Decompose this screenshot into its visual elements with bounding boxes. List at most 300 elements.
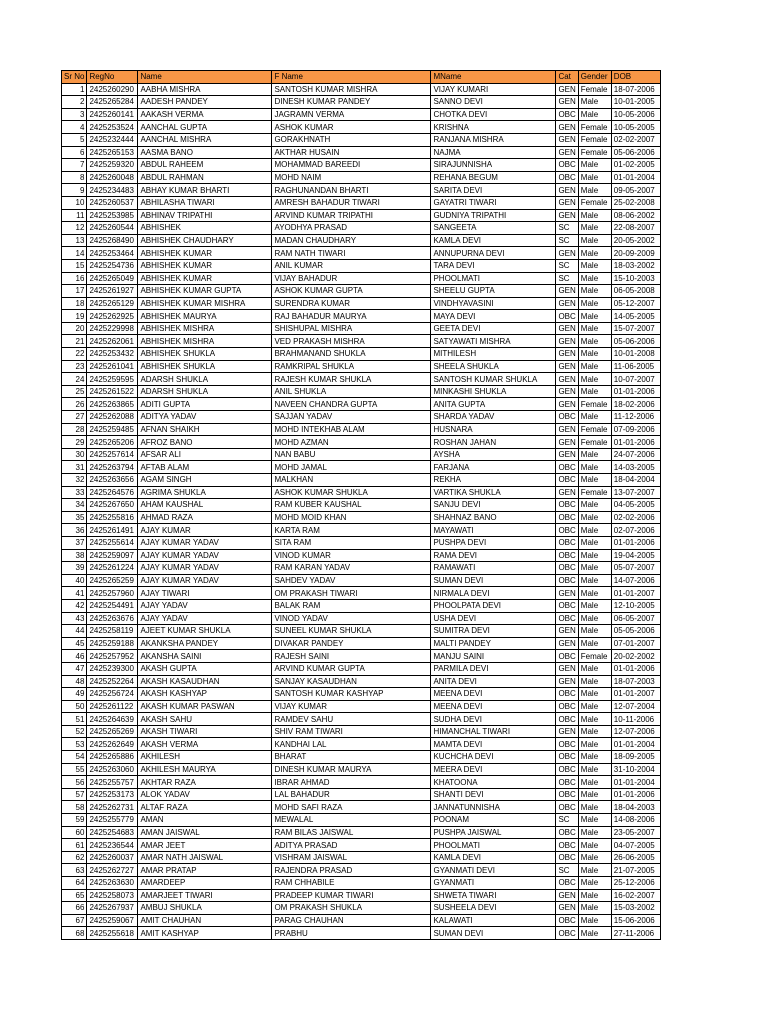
cell-father-name: RAM KUBER KAUSHAL: [272, 499, 431, 512]
table-row: [62, 751, 661, 764]
table-row: [62, 574, 661, 587]
cell-dob: 31-10-2004: [611, 763, 660, 776]
cell-category: OBC: [556, 536, 578, 549]
cell-father-name: AKTHAR HUSAIN: [272, 146, 431, 159]
cell-father-name: VINOD KUMAR: [272, 549, 431, 562]
cell-name: AANCHAL GUPTA: [138, 121, 272, 134]
cell-dob: 10-05-2005: [611, 121, 660, 134]
cell-gender: Male: [578, 385, 611, 398]
cell-father-name: MOHD INTEKHAB ALAM: [272, 423, 431, 436]
cell-regno: 2425260290: [87, 83, 138, 96]
cell-gender: Female: [578, 398, 611, 411]
table-row: [62, 423, 661, 436]
cell-category: GEN: [556, 83, 578, 96]
cell-sr-no: 53: [62, 738, 87, 751]
cell-mother-name: KALAWATI: [431, 914, 556, 927]
cell-father-name: VIJAY BAHADUR: [272, 272, 431, 285]
cell-mother-name: TARA DEVI: [431, 259, 556, 272]
cell-father-name: ANIL KUMAR: [272, 259, 431, 272]
cell-dob: 20-05-2002: [611, 234, 660, 247]
cell-dob: 05-07-2007: [611, 562, 660, 575]
cell-dob: 01-01-2007: [611, 587, 660, 600]
table-row: [62, 348, 661, 361]
cell-sr-no: 2: [62, 96, 87, 109]
cell-regno: 2425261224: [87, 562, 138, 575]
cell-sr-no: 1: [62, 83, 87, 96]
cell-category: SC: [556, 864, 578, 877]
cell-mother-name: ANITA GUPTA: [431, 398, 556, 411]
cell-regno: 2425263656: [87, 474, 138, 487]
cell-mother-name: SUDHA DEVI: [431, 713, 556, 726]
table-row: [62, 902, 661, 915]
cell-sr-no: 7: [62, 159, 87, 172]
cell-gender: Male: [578, 889, 611, 902]
cell-name: AKHILESH MAURYA: [138, 763, 272, 776]
cell-category: GEN: [556, 662, 578, 675]
cell-name: AMIT CHAUHAN: [138, 914, 272, 927]
cell-dob: 21-07-2005: [611, 864, 660, 877]
cell-category: OBC: [556, 612, 578, 625]
cell-name: ABHISHEK KUMAR GUPTA: [138, 285, 272, 298]
cell-regno: 2425257614: [87, 448, 138, 461]
cell-sr-no: 32: [62, 474, 87, 487]
cell-regno: 2425253173: [87, 788, 138, 801]
table-row: [62, 776, 661, 789]
cell-gender: Male: [578, 637, 611, 650]
cell-gender: Male: [578, 738, 611, 751]
cell-sr-no: 21: [62, 335, 87, 348]
cell-name: ABDUL RAHEEM: [138, 159, 272, 172]
cell-mother-name: SANJU DEVI: [431, 499, 556, 512]
cell-father-name: AMRESH BAHADUR TIWARI: [272, 196, 431, 209]
header-row: [62, 71, 661, 84]
cell-gender: Male: [578, 549, 611, 562]
cell-regno: 2425263630: [87, 877, 138, 890]
cell-father-name: VIJAY KUMAR: [272, 700, 431, 713]
cell-gender: Male: [578, 373, 611, 386]
cell-gender: Male: [578, 851, 611, 864]
cell-category: GEN: [556, 587, 578, 600]
table-row: [62, 788, 661, 801]
cell-regno: 2425253464: [87, 247, 138, 260]
cell-father-name: MOHD SAFI RAZA: [272, 801, 431, 814]
cell-father-name: AYODHYA PRASAD: [272, 222, 431, 235]
cell-dob: 08-06-2002: [611, 209, 660, 222]
table-row: [62, 536, 661, 549]
cell-name: AJAY KUMAR YADAV: [138, 536, 272, 549]
cell-regno: 2425255816: [87, 511, 138, 524]
cell-mother-name: SIRAJUNNISHA: [431, 159, 556, 172]
cell-dob: 01-01-2004: [611, 738, 660, 751]
cell-dob: 10-11-2006: [611, 713, 660, 726]
cell-dob: 12-10-2005: [611, 599, 660, 612]
table-row: [62, 108, 661, 121]
cell-mother-name: GYANMATI: [431, 877, 556, 890]
cell-father-name: OM PRAKASH TIWARI: [272, 587, 431, 600]
cell-gender: Female: [578, 121, 611, 134]
cell-mother-name: SATYAWATI MISHRA: [431, 335, 556, 348]
table-row: [62, 738, 661, 751]
cell-regno: 2425255614: [87, 536, 138, 549]
cell-name: ABHISHEK MISHRA: [138, 335, 272, 348]
cell-name: ABDUL RAHMAN: [138, 171, 272, 184]
cell-sr-no: 29: [62, 436, 87, 449]
cell-dob: 01-01-2006: [611, 788, 660, 801]
cell-regno: 2425260141: [87, 108, 138, 121]
cell-father-name: RAM CHHABILE: [272, 877, 431, 890]
cell-category: OBC: [556, 788, 578, 801]
cell-name: ADITYA YADAV: [138, 411, 272, 424]
cell-regno: 2425261927: [87, 285, 138, 298]
cell-name: AAKASH VERMA: [138, 108, 272, 121]
cell-category: OBC: [556, 650, 578, 663]
cell-category: GEN: [556, 297, 578, 310]
cell-mother-name: MAYAWATI: [431, 524, 556, 537]
cell-category: GEN: [556, 448, 578, 461]
cell-gender: Male: [578, 524, 611, 537]
cell-gender: Female: [578, 83, 611, 96]
cell-regno: 2425265886: [87, 751, 138, 764]
cell-category: GEN: [556, 146, 578, 159]
table-row: [62, 209, 661, 222]
cell-dob: 10-01-2005: [611, 96, 660, 109]
cell-category: GEN: [556, 322, 578, 335]
cell-category: GEN: [556, 285, 578, 298]
cell-gender: Male: [578, 348, 611, 361]
cell-regno: 2425262727: [87, 864, 138, 877]
cell-sr-no: 23: [62, 360, 87, 373]
cell-name: ALTAF RAZA: [138, 801, 272, 814]
cell-gender: Male: [578, 700, 611, 713]
cell-sr-no: 30: [62, 448, 87, 461]
cell-category: OBC: [556, 801, 578, 814]
cell-name: AKASH GUPTA: [138, 662, 272, 675]
cell-sr-no: 64: [62, 877, 87, 890]
cell-father-name: ARVIND KUMAR GUPTA: [272, 662, 431, 675]
cell-category: OBC: [556, 751, 578, 764]
cell-regno: 2425236544: [87, 839, 138, 852]
cell-category: GEN: [556, 184, 578, 197]
cell-mother-name: MAMTA DEVI: [431, 738, 556, 751]
cell-dob: 10-05-2006: [611, 108, 660, 121]
cell-gender: Male: [578, 902, 611, 915]
cell-gender: Male: [578, 209, 611, 222]
cell-name: AMAR NATH JAISWAL: [138, 851, 272, 864]
cell-father-name: RAJESH SAINI: [272, 650, 431, 663]
cell-mother-name: SHEELU GUPTA: [431, 285, 556, 298]
table-row: [62, 297, 661, 310]
cell-regno: 2425264639: [87, 713, 138, 726]
cell-father-name: PRADEEP KUMAR TIWARI: [272, 889, 431, 902]
cell-father-name: VED PRAKASH MISHRA: [272, 335, 431, 348]
cell-father-name: ANIL SHUKLA: [272, 385, 431, 398]
cell-gender: Male: [578, 587, 611, 600]
cell-mother-name: ANNUPURNA DEVI: [431, 247, 556, 260]
cell-mother-name: SHAHNAZ BANO: [431, 511, 556, 524]
cell-father-name: IBRAR AHMAD: [272, 776, 431, 789]
cell-gender: Male: [578, 159, 611, 172]
cell-category: GEN: [556, 675, 578, 688]
cell-regno: 2425229998: [87, 322, 138, 335]
cell-gender: Male: [578, 599, 611, 612]
cell-father-name: GORAKHNATH: [272, 133, 431, 146]
cell-regno: 2425260537: [87, 196, 138, 209]
cell-mother-name: PUSHPA DEVI: [431, 536, 556, 549]
cell-mother-name: REKHA: [431, 474, 556, 487]
cell-sr-no: 50: [62, 700, 87, 713]
table-row: [62, 877, 661, 890]
header-name: Name: [138, 71, 272, 84]
cell-sr-no: 26: [62, 398, 87, 411]
cell-name: ABHAY KUMAR BHARTI: [138, 184, 272, 197]
table-row: [62, 625, 661, 638]
cell-sr-no: 60: [62, 826, 87, 839]
cell-mother-name: KAMLA DEVI: [431, 234, 556, 247]
table-row: [62, 612, 661, 625]
cell-father-name: SANTOSH KUMAR KASHYAP: [272, 688, 431, 701]
cell-regno: 2425234483: [87, 184, 138, 197]
cell-name: AJAY YADAV: [138, 599, 272, 612]
cell-regno: 2425259067: [87, 914, 138, 927]
cell-name: AJAY KUMAR YADAV: [138, 574, 272, 587]
table-row: [62, 562, 661, 575]
cell-dob: 18-07-2006: [611, 83, 660, 96]
cell-category: GEN: [556, 385, 578, 398]
cell-regno: 2425263865: [87, 398, 138, 411]
cell-category: OBC: [556, 562, 578, 575]
cell-regno: 2425265259: [87, 574, 138, 587]
cell-gender: Male: [578, 96, 611, 109]
cell-sr-no: 27: [62, 411, 87, 424]
cell-father-name: SUNEEL KUMAR SHUKLA: [272, 625, 431, 638]
cell-mother-name: CHOTKA DEVI: [431, 108, 556, 121]
cell-gender: Male: [578, 927, 611, 940]
cell-mother-name: RANJANA MISHRA: [431, 133, 556, 146]
cell-mother-name: KUCHCHA DEVI: [431, 751, 556, 764]
cell-mother-name: AYSHA: [431, 448, 556, 461]
cell-sr-no: 57: [62, 788, 87, 801]
cell-regno: 2425262925: [87, 310, 138, 323]
cell-name: ADARSH SHUKLA: [138, 373, 272, 386]
cell-name: AHAM KAUSHAL: [138, 499, 272, 512]
cell-dob: 05-06-2006: [611, 335, 660, 348]
cell-sr-no: 44: [62, 625, 87, 638]
cell-father-name: ASHOK KUMAR GUPTA: [272, 285, 431, 298]
cell-name: AFSAR ALI: [138, 448, 272, 461]
cell-name: AJAY KUMAR YADAV: [138, 549, 272, 562]
cell-name: AGAM SINGH: [138, 474, 272, 487]
cell-regno: 2425232444: [87, 133, 138, 146]
cell-regno: 2425265129: [87, 297, 138, 310]
cell-dob: 18-09-2005: [611, 751, 660, 764]
cell-gender: Male: [578, 499, 611, 512]
header-gender: Gender: [578, 71, 611, 84]
table-row: [62, 662, 661, 675]
cell-father-name: RAJENDRA PRASAD: [272, 864, 431, 877]
cell-mother-name: MEENA DEVI: [431, 700, 556, 713]
cell-name: ABHISHEK SHUKLA: [138, 348, 272, 361]
cell-mother-name: SUSHEELA DEVI: [431, 902, 556, 915]
cell-gender: Male: [578, 826, 611, 839]
cell-father-name: PARAG CHAUHAN: [272, 914, 431, 927]
table-row: [62, 448, 661, 461]
cell-name: AKASH KUMAR PASWAN: [138, 700, 272, 713]
cell-gender: Male: [578, 322, 611, 335]
header-regno: RegNo: [87, 71, 138, 84]
cell-regno: 2425253524: [87, 121, 138, 134]
cell-regno: 2425258119: [87, 625, 138, 638]
cell-name: AFROZ BANO: [138, 436, 272, 449]
cell-dob: 06-05-2007: [611, 612, 660, 625]
cell-mother-name: SHARDA YADAV: [431, 411, 556, 424]
cell-dob: 24-07-2006: [611, 448, 660, 461]
cell-gender: Male: [578, 360, 611, 373]
cell-father-name: DINESH KUMAR MAURYA: [272, 763, 431, 776]
cell-name: AKASH VERMA: [138, 738, 272, 751]
cell-father-name: RAM KARAN YADAV: [272, 562, 431, 575]
cell-category: GEN: [556, 348, 578, 361]
header-father-name: F Name: [272, 71, 431, 84]
table-row: [62, 675, 661, 688]
cell-sr-no: 47: [62, 662, 87, 675]
cell-dob: 01-02-2005: [611, 159, 660, 172]
cell-mother-name: REHANA BEGUM: [431, 171, 556, 184]
cell-gender: Female: [578, 133, 611, 146]
cell-sr-no: 49: [62, 688, 87, 701]
cell-mother-name: PHOOLPATA DEVI: [431, 599, 556, 612]
cell-father-name: RAM NATH TIWARI: [272, 247, 431, 260]
cell-name: AMARJEET TIWARI: [138, 889, 272, 902]
cell-father-name: RAGHUNANDAN BHARTI: [272, 184, 431, 197]
cell-dob: 12-07-2004: [611, 700, 660, 713]
cell-gender: Male: [578, 914, 611, 927]
cell-sr-no: 9: [62, 184, 87, 197]
cell-category: GEN: [556, 335, 578, 348]
cell-regno: 2425258073: [87, 889, 138, 902]
cell-category: OBC: [556, 461, 578, 474]
cell-gender: Male: [578, 562, 611, 575]
cell-dob: 10-01-2008: [611, 348, 660, 361]
cell-dob: 07-09-2006: [611, 423, 660, 436]
header-sr-no: Sr No: [62, 71, 87, 84]
cell-dob: 20-09-2009: [611, 247, 660, 260]
table-row: [62, 159, 661, 172]
cell-mother-name: SANNO DEVI: [431, 96, 556, 109]
cell-regno: 2425265206: [87, 436, 138, 449]
cell-regno: 2425260037: [87, 851, 138, 864]
cell-dob: 01-01-2006: [611, 385, 660, 398]
cell-category: OBC: [556, 738, 578, 751]
cell-father-name: ASHOK KUMAR: [272, 121, 431, 134]
cell-sr-no: 12: [62, 222, 87, 235]
cell-father-name: LAL BAHADUR: [272, 788, 431, 801]
cell-sr-no: 17: [62, 285, 87, 298]
cell-mother-name: VINDHYAVASINI: [431, 297, 556, 310]
cell-mother-name: VARTIKA SHUKLA: [431, 486, 556, 499]
cell-sr-no: 62: [62, 851, 87, 864]
cell-dob: 15-07-2007: [611, 322, 660, 335]
cell-category: OBC: [556, 763, 578, 776]
table-row: [62, 549, 661, 562]
cell-mother-name: GUDNIYA TRIPATHI: [431, 209, 556, 222]
cell-category: OBC: [556, 776, 578, 789]
student-list-table: [61, 70, 661, 940]
cell-father-name: SANTOSH KUMAR MISHRA: [272, 83, 431, 96]
cell-sr-no: 28: [62, 423, 87, 436]
cell-regno: 2425261491: [87, 524, 138, 537]
cell-name: AMAR PRATAP: [138, 864, 272, 877]
cell-sr-no: 40: [62, 574, 87, 587]
cell-category: OBC: [556, 599, 578, 612]
cell-name: ADARSH SHUKLA: [138, 385, 272, 398]
cell-gender: Male: [578, 511, 611, 524]
cell-father-name: MADAN CHAUDHARY: [272, 234, 431, 247]
cell-category: OBC: [556, 411, 578, 424]
cell-mother-name: MEENA DEVI: [431, 688, 556, 701]
table-row: [62, 259, 661, 272]
cell-dob: 01-01-2006: [611, 536, 660, 549]
cell-category: OBC: [556, 511, 578, 524]
table-row: [62, 688, 661, 701]
cell-sr-no: 16: [62, 272, 87, 285]
cell-dob: 06-05-2008: [611, 285, 660, 298]
table-row: [62, 310, 661, 323]
cell-regno: 2425268490: [87, 234, 138, 247]
cell-name: AMAR JEET: [138, 839, 272, 852]
cell-name: AKHILESH: [138, 751, 272, 764]
table-row: [62, 889, 661, 902]
cell-category: GEN: [556, 360, 578, 373]
cell-dob: 02-02-2007: [611, 133, 660, 146]
cell-dob: 15-06-2006: [611, 914, 660, 927]
table-row: [62, 385, 661, 398]
cell-sr-no: 22: [62, 348, 87, 361]
cell-regno: 2425267937: [87, 902, 138, 915]
cell-name: ABHILASHA TIWARI: [138, 196, 272, 209]
cell-sr-no: 61: [62, 839, 87, 852]
cell-regno: 2425262088: [87, 411, 138, 424]
cell-mother-name: HUSNARA: [431, 423, 556, 436]
cell-dob: 10-07-2007: [611, 373, 660, 386]
cell-mother-name: HIMANCHAL TIWARI: [431, 725, 556, 738]
table-row: [62, 474, 661, 487]
cell-gender: Male: [578, 234, 611, 247]
cell-category: GEN: [556, 436, 578, 449]
cell-category: OBC: [556, 549, 578, 562]
cell-dob: 04-07-2005: [611, 839, 660, 852]
cell-sr-no: 33: [62, 486, 87, 499]
cell-dob: 14-08-2006: [611, 814, 660, 827]
cell-dob: 01-01-2007: [611, 688, 660, 701]
cell-dob: 14-05-2005: [611, 310, 660, 323]
cell-mother-name: FARJANA: [431, 461, 556, 474]
table-row: [62, 360, 661, 373]
table-row: [62, 511, 661, 524]
cell-dob: 02-07-2006: [611, 524, 660, 537]
cell-father-name: MOHD MOID KHAN: [272, 511, 431, 524]
cell-name: ADITI GUPTA: [138, 398, 272, 411]
cell-mother-name: RAMAWATI: [431, 562, 556, 575]
cell-mother-name: GYANMATI DEVI: [431, 864, 556, 877]
cell-regno: 2425265049: [87, 272, 138, 285]
cell-mother-name: NAJMA: [431, 146, 556, 159]
cell-father-name: KARTA RAM: [272, 524, 431, 537]
cell-gender: Male: [578, 411, 611, 424]
table-row: [62, 713, 661, 726]
cell-name: AHMAD RAZA: [138, 511, 272, 524]
cell-category: OBC: [556, 310, 578, 323]
cell-name: ABHISHEK CHAUDHARY: [138, 234, 272, 247]
